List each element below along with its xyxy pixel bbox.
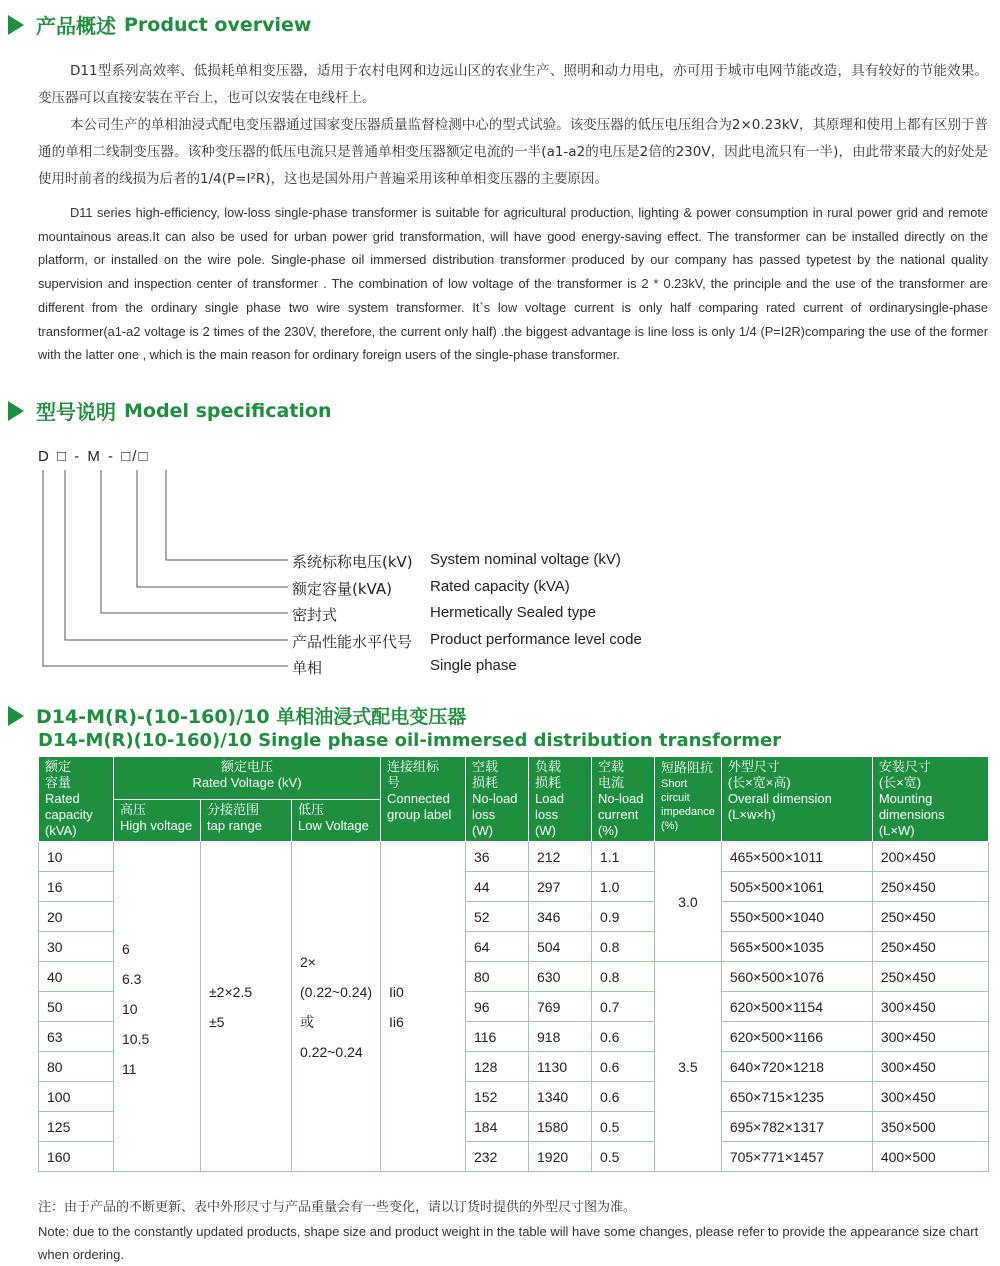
header-group: 连接组标 号 Connected group label (381, 757, 466, 842)
model-item-en: Product performance level code (430, 631, 642, 648)
table-row: 125 184 1580 0.5 695×782×1317 350×500 (39, 1112, 989, 1142)
table-row: 30 64 504 0.8 565×500×1035 250×450 (39, 932, 989, 962)
header-impedance: 短路阻抗 Short circuit impedance (%) (655, 757, 722, 842)
table-title-en: D14-M(R)(10-160)/10 Single phase oil-immersed distribution transformer (38, 730, 782, 751)
section-title-cn: 产品概述 (36, 14, 116, 38)
table-row: 20 52 346 0.9 550×500×1040 250×450 (39, 902, 989, 932)
table-title-cn: D14-M(R)-(10-160)/10 单相油浸式配电变压器 (36, 706, 467, 728)
table-row: 160 232 1920 0.5 705×771×1457 400×500 (39, 1142, 989, 1172)
model-item-cn: 单相 (292, 659, 323, 677)
header-tap: 分接范围 tap range (201, 799, 292, 842)
header-dimension: 外型尺寸 (长×宽×高) Overall dimension (L×w×h) (721, 757, 872, 842)
leader-voltage (166, 470, 288, 560)
section-heading-table (8, 702, 466, 729)
section-title-cn: 型号说明 (36, 400, 116, 424)
table-row: 63 116 918 0.6 620×500×1166 300×450 (39, 1022, 989, 1052)
header-lv: 低压 Low Voltage (292, 799, 381, 842)
header-capacity: 额定 容量 Rated capacity (kVA) (39, 757, 114, 842)
header-noload-loss: 空载 损耗 No-load loss (W) (466, 757, 529, 842)
note-cn: 注：由于产品的不断更新、表中外形尺寸与产品重量会有一些变化，请以订货时提供的外型尺寸图为准。 (38, 1200, 637, 1215)
lv-values: 2× (0.22~0.24) 或 0.22~0.24 (292, 842, 381, 1172)
table-row: 10 6 6.3 10 10.5 11 ±2×2.5 ±5 2× (0.22~0.24) 或 0.22~0.24 Ii0 Ii6 36 212 1.1 3.0 465×500×1011 200×450 (39, 842, 989, 872)
tap-values: ±2×2.5 ±5 (201, 842, 292, 1172)
model-item-cn: 系统标称电压(kV) (292, 553, 413, 571)
model-item-en: System nominal voltage (kV) (430, 551, 621, 568)
model-item-cn: 额定容量(kVA) (292, 580, 392, 598)
model-item-en: Single phase (430, 657, 517, 674)
model-item-cn: 产品性能水平代号 (292, 633, 413, 651)
model-item-en: Hermetically Sealed type (430, 604, 596, 621)
table-row: 80 128 1130 0.6 640×720×1218 300×450 (39, 1052, 989, 1082)
table-row: 40 80 630 0.8 3.5 560×500×1076 250×450 (39, 962, 989, 992)
spec-table (38, 756, 989, 1172)
table-row: 16 44 297 1.0 505×500×1061 250×450 (39, 872, 989, 902)
note-en: Note: due to the constantly updated products, shape size and product weight in the table will have some changes, please refer to provide the appearance size chart when ordering. (38, 1224, 979, 1262)
header-noload-current: 空载 电流 No-load current (%) (592, 757, 655, 842)
model-item-en: Rated capacity (kVA) (430, 578, 570, 595)
overview-cn-p2: 本公司生产的单相油浸式配电变压器通过国家变压器质量监督检测中心的型式试验。该变压器的低压电压组合为2×0.23kV，其原理和使用上都有区别于普通的单相二线制变压器。该种变压器的低压电流只是普通单相变压器额定电流的一半(a1-a2的电压是2倍的230V，因此电流只有一半)，由此带来最大的好处是使用时前者的线损为后者的1/4(P=I²R)，这也是国外用户普遍采用该种单相变压器的主要原因。 (38, 117, 988, 187)
leader-capacity (137, 470, 288, 587)
header-load-loss: 负载 损耗 Load loss (W) (529, 757, 592, 842)
header-mounting: 安装尺寸 (长×宽) Mounting dimensions (L×W) (872, 757, 988, 842)
impedance-b: 3.5 (655, 962, 722, 1172)
overview-en-p: D11 series high-efficiency, low-loss single-phase transformer is suitable for agricultural production, lighting & power consumption in rural power grid and remote mountainous areas.It can also be used for urban power grid transformation, will have good energy-saving effect. The transformer can be installed directly on the platform, or installed on the wire pole. Single-phase oil immersed distribution transformer produced by our company has passed typetest by the national quality supervision and inspection center of transformer . The combination of low voltage of the transformer is 2 * 0.23kV, the principle and the use of the transformer are different from the ordinary single phase two wire system transformer. It`s low voltage current is only half comparing rated current of ordinarysingle-phase transformer(a1-a2 voltage is 2 times of the 230V, therefore, the current only half) .the biggest advantage is line loss is only 1/4 (P=I2R)comparing the use of the former with the latter one , which is the main reason for ordinary foreign users of the single-phase transformer. (38, 205, 988, 363)
hv-values: 6 6.3 10 10.5 11 (114, 842, 201, 1172)
overview-cn-p1: D11型系列高效率、低损耗单相变压器，适用于农村电网和边远山区的农业生产、照明和动力用电，亦可用于城市电网节能改造，具有较好的节能效果。变压器可以直接安装在平台上，也可以安装在电线杆上。 (38, 63, 988, 106)
header-hv: 高压 High voltage (114, 799, 201, 842)
model-code: D □ - M - □/□ (38, 448, 150, 465)
group-values: Ii0 Ii6 (381, 842, 466, 1172)
impedance-a: 3.0 (655, 842, 722, 962)
arrow-icon (8, 706, 24, 726)
table-row: 100 152 1340 0.6 650×715×1235 300×450 (39, 1082, 989, 1112)
header-rated-voltage: 额定电压 Rated Voltage (kV) (114, 757, 381, 800)
leader-sealed (101, 470, 288, 613)
table-row: 50 96 769 0.7 620×500×1154 300×450 (39, 992, 989, 1022)
leader-level (65, 470, 288, 640)
model-item-cn: 密封式 (292, 606, 338, 624)
section-title-en: Model specification (124, 399, 332, 422)
section-title-en: Product overview (124, 13, 312, 36)
